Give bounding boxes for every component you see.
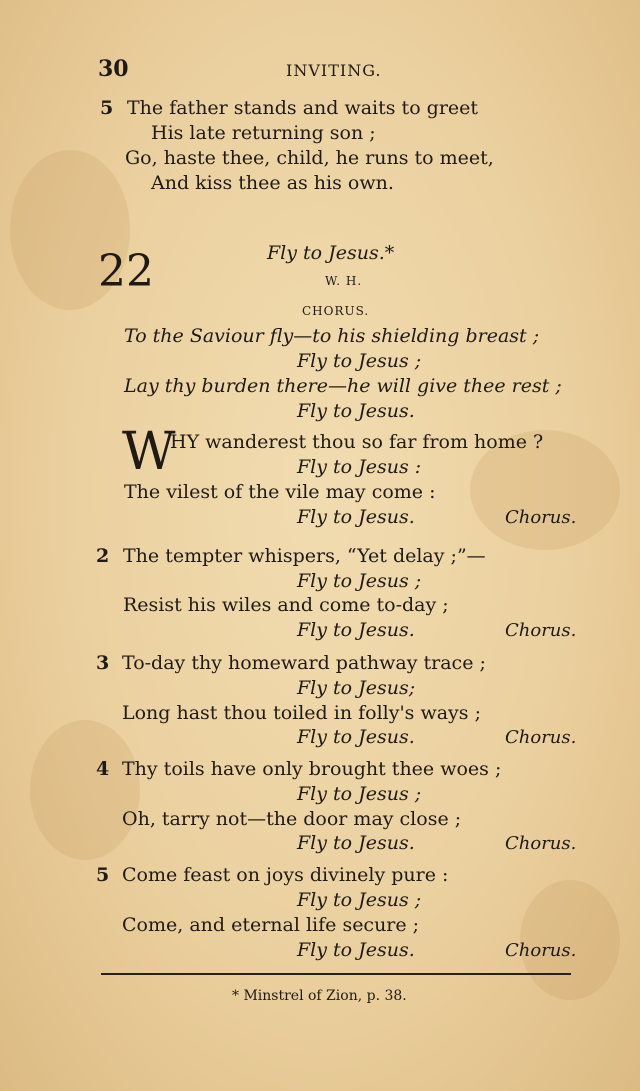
verse-number: 5 bbox=[96, 864, 110, 886]
hymn-number: 22 bbox=[98, 246, 154, 297]
chorus-line: Lay thy burden there—he will give thee rest ; bbox=[124, 375, 562, 397]
chorus-cue: Chorus. bbox=[505, 507, 577, 528]
refrain-line: Fly to Jesus. bbox=[297, 726, 415, 748]
verse-number: 5 bbox=[100, 97, 114, 119]
footnote: * Minstrel of Zion, p. 38. bbox=[232, 988, 407, 1004]
verse-number: 4 bbox=[96, 758, 110, 780]
verse-line: His late returning son ; bbox=[151, 122, 376, 144]
verse-line: Thy toils have only brought thee woes ; bbox=[122, 758, 502, 780]
refrain-line: Fly to Jesus. bbox=[297, 832, 415, 854]
verse-line: And kiss thee as his own. bbox=[151, 172, 394, 194]
chorus-line: Fly to Jesus ; bbox=[297, 350, 422, 372]
page-number: 30 bbox=[98, 56, 129, 82]
chorus-cue: Chorus. bbox=[505, 940, 577, 961]
verse-line: Oh, tarry not—the door may close ; bbox=[122, 808, 462, 830]
verse-line: To-day thy homeward pathway trace ; bbox=[122, 652, 486, 674]
drop-cap: W bbox=[122, 422, 176, 482]
verse-line: Come feast on joys divinely pure : bbox=[122, 864, 449, 886]
verse-line: Come, and eternal life secure ; bbox=[122, 914, 420, 936]
refrain-line: Fly to Jesus : bbox=[297, 456, 422, 478]
verse-line: The tempter whispers, “Yet delay ;”— bbox=[123, 545, 486, 567]
refrain-line: Fly to Jesus. bbox=[297, 619, 415, 641]
verse-number: 2 bbox=[96, 545, 110, 567]
verse-line: The father stands and waits to greet bbox=[127, 97, 479, 119]
refrain-line: Fly to Jesus ; bbox=[297, 783, 422, 805]
verse-line: Long hast thou toiled in folly's ways ; bbox=[122, 702, 481, 724]
chorus-cue: Chorus. bbox=[505, 833, 577, 854]
chorus-cue: Chorus. bbox=[505, 620, 577, 641]
verse-number: 3 bbox=[96, 652, 110, 674]
verse-line: Resist his wiles and come to-day ; bbox=[123, 594, 449, 616]
refrain-line: Fly to Jesus; bbox=[297, 677, 416, 699]
running-title: INVITING. bbox=[286, 61, 382, 80]
chorus-label: CHORUS. bbox=[302, 304, 370, 318]
chorus-cue: Chorus. bbox=[505, 727, 577, 748]
hymn-title: Fly to Jesus.* bbox=[267, 242, 395, 264]
hymn-author: W. H. bbox=[325, 274, 363, 288]
verse-line: The vilest of the vile may come : bbox=[124, 481, 436, 503]
refrain-line: Fly to Jesus ; bbox=[297, 570, 422, 592]
chorus-line: To the Saviour fly—to his shielding breast ; bbox=[124, 325, 540, 347]
refrain-line: Fly to Jesus. bbox=[297, 506, 415, 528]
footnote-rule bbox=[101, 973, 571, 975]
verse-line: HY wanderest thou so far from home ? bbox=[170, 431, 544, 453]
refrain-line: Fly to Jesus. bbox=[297, 939, 415, 961]
refrain-line: Fly to Jesus ; bbox=[297, 889, 422, 911]
verse-line: Go, haste thee, child, he runs to meet, bbox=[125, 147, 494, 169]
chorus-line: Fly to Jesus. bbox=[297, 400, 415, 422]
